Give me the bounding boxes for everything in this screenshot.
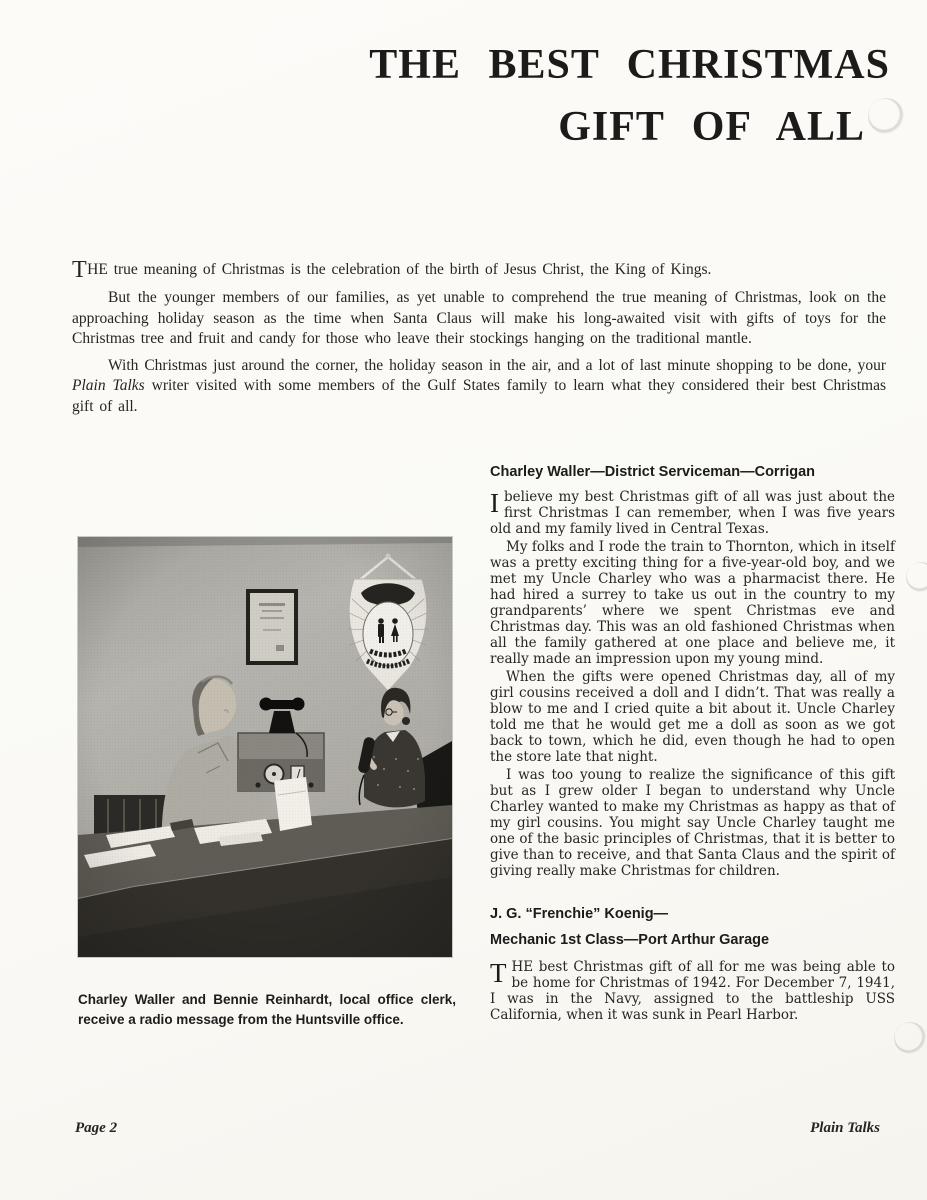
drop-cap: T (490, 958, 507, 988)
office-photo-illustration (78, 537, 452, 957)
paragraph-text: With Christmas just around the corner, the holiday season in the air, and a lot of last minute shopping to be done, your (108, 356, 886, 374)
office-photo (78, 537, 452, 957)
paper-curl-mark (906, 562, 927, 592)
photo-column (78, 463, 456, 1030)
koenig-section-body (490, 959, 895, 1023)
initial-capital: T (72, 257, 88, 283)
paragraph-text: writer visited with some members of the Gulf States family to learn what they considered their best Christmas gift of all. (72, 377, 886, 415)
waller-paragraph-2: My folks and I rode the train to Thornton, which in itself was a pretty exciting thing for a five-year-old boy, and we met my Uncle Charley who was a pharmacist there. He had hired a surrey to take us out in the country to my grandparents’ where we spent Christmas eve and Christmas day. This was an old fashioned Christmas when all the family gathered at one place and believe me, it really made an impression upon my young mind. (490, 539, 895, 667)
title-line-1: THE BEST CHRISTMAS (369, 42, 890, 88)
two-column-layout (78, 463, 895, 1030)
text-column (490, 463, 895, 1025)
intro-section (72, 258, 886, 417)
photo-caption: Charley Waller and Bennie Reinhardt, local office clerk, receive a radio message from the Huntsville office. (78, 992, 456, 1027)
waller-section-body (490, 489, 895, 879)
section-heading-koenig-line2: Mechanic 1st Class—Port Arthur Garage (490, 932, 770, 948)
intro-paragraph-2: But the younger members of our families, as yet unable to comprehend the true meaning of Christmas, look on the approaching holiday season as the time when Santa Claus will make his long-awaited visit with gifts of toys for the Christmas tree and fruit and candy for those who leave their stockings hanging on the traditional mantle. (72, 289, 886, 347)
waller-paragraph-4: I was too young to realize the significance of this gift but as I grew older I began to understand why Uncle Charley wanted to make my Christmas as happy as that of my girl cousins. You might say Uncle Charley taught me one of the basic principles of Christmas, that it is better to give than to receive, and that Santa Claus and the spirit of giving really make Christmas for children. (490, 767, 895, 879)
publication-name-italic: Plain Talks (72, 377, 145, 394)
photo-vignette (78, 537, 452, 957)
waller-paragraph-3: When the gifts were opened Christmas day, all of my girl cousins received a doll and I didn’t. That was really a blow to me and I cried quite a bit about it. Uncle Charley told me that he would get me a doll as soon as we got back to town, which he did, even though he had to open the store late that night. (490, 669, 895, 765)
koenig-paragraph-1 (490, 959, 895, 1023)
page-number: Page 2 (75, 1120, 118, 1136)
article-title (0, 34, 890, 158)
intro-paragraph-1 (72, 258, 886, 282)
intro-paragraph-3 (72, 356, 886, 418)
page-footer (75, 1120, 880, 1137)
drop-cap: I (490, 488, 499, 518)
publication-name: Plain Talks (810, 1120, 880, 1136)
section-heading-koenig-line1: J. G. “Frenchie” Koenig— (490, 906, 669, 922)
waller-paragraph-1 (490, 489, 895, 537)
paper-curl-mark (894, 1022, 926, 1054)
paragraph-text: HE best Christmas gift of all for me was being able to be home for Christmas of 1942. For December 7, 1941, I was in the Navy, assigned to the battleship USS California, when it was sunk in Pearl Harbor. (490, 959, 895, 1023)
paragraph-text: believe my best Christmas gift of all was just about the first Christmas I can remember, when I was five years old and my family lived in Central Texas. (490, 489, 895, 537)
paragraph-text: HE true meaning of Christmas is the celebration of the birth of Jesus Christ, the King of Kings. (87, 261, 712, 278)
section-heading-waller: Charley Waller—District Serviceman—Corrigan (490, 464, 816, 480)
title-line-2: GIFT OF ALL (558, 104, 865, 150)
